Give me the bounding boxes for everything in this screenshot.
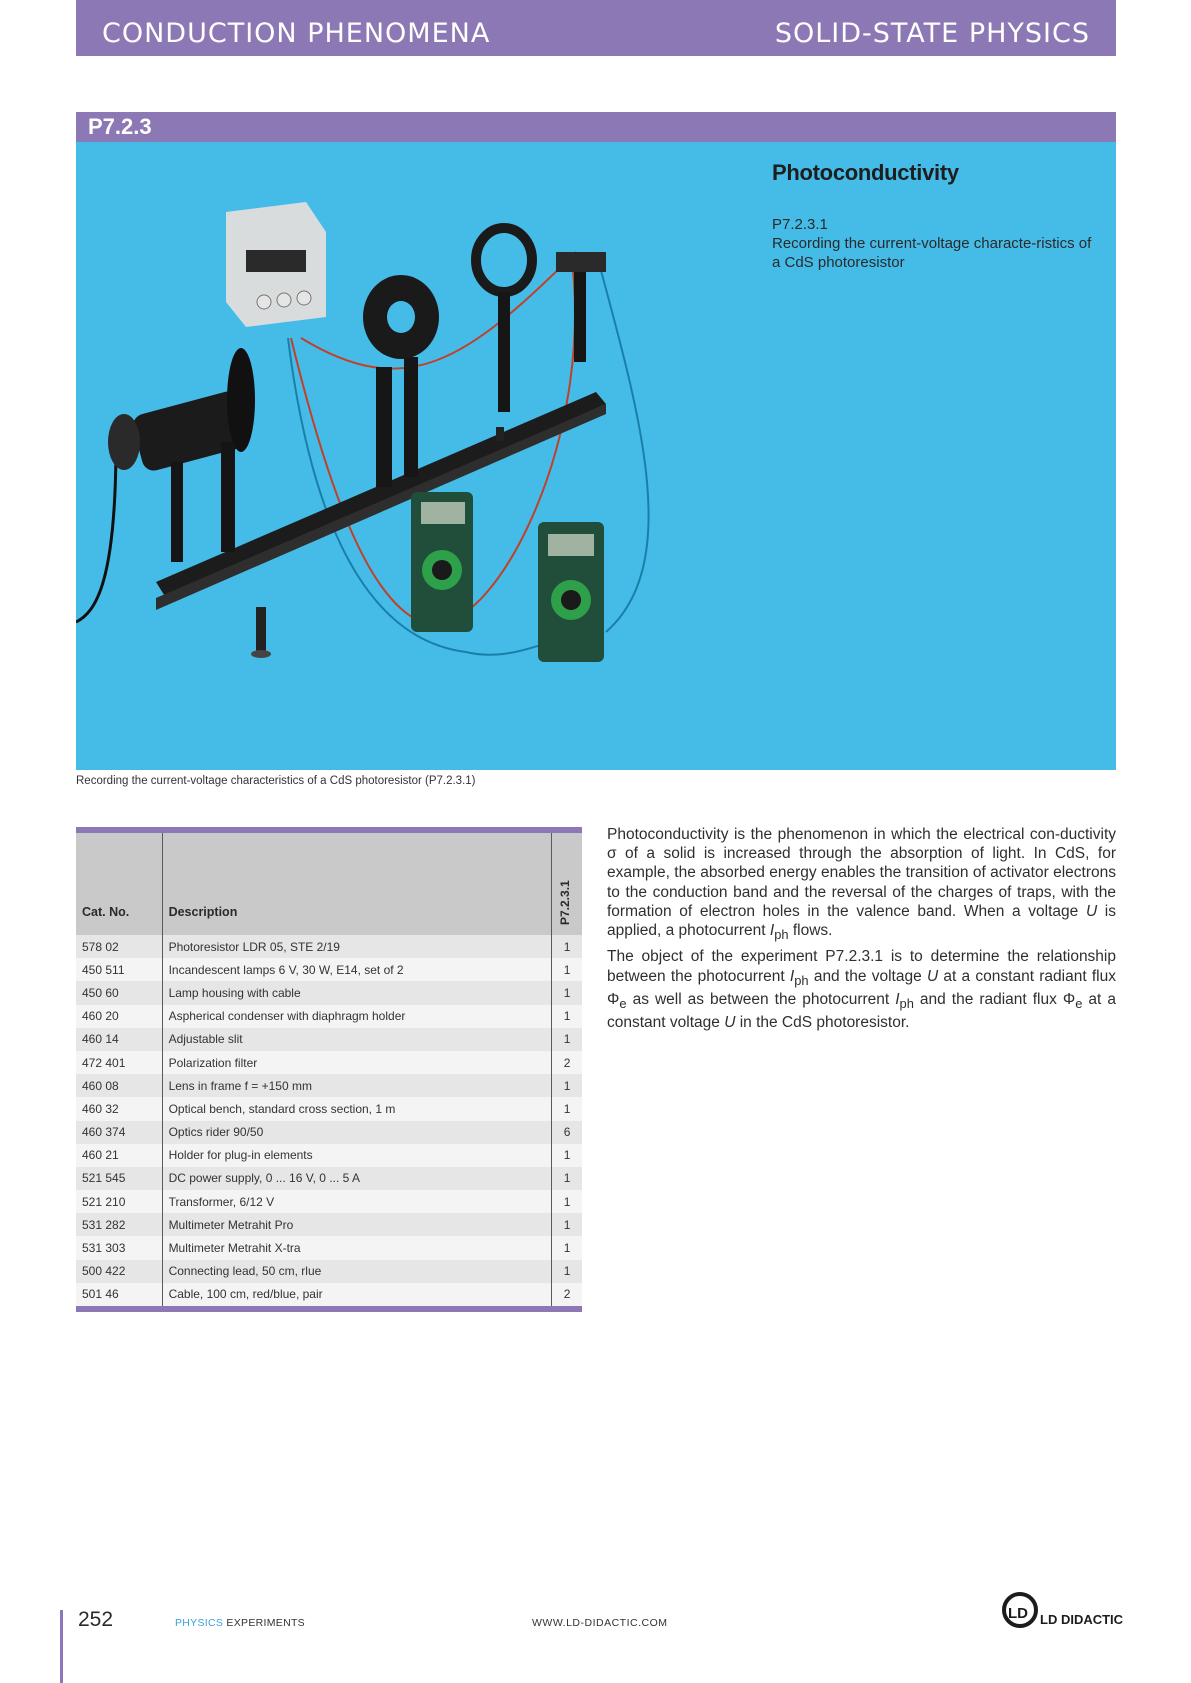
body-paragraph-2: The object of the experiment P7.2.3.1 is to determine the relationship between the photocurrent $I_{ph}$ and the voltage U at a constant radiant flux $\Phi_e$ as well as between the photocurrent $I_{ph}$ and the radiant flux $\Phi_e$ at a constant voltage U in the CdS photoresistor.	[607, 948, 1116, 1032]
cell-description: Connecting lead, 50 cm, rlue	[162, 1260, 552, 1283]
footer-series-accent: PHYSICS	[175, 1617, 224, 1629]
cell-quantity: 1	[552, 1005, 582, 1028]
cell-description: Holder for plug-in elements	[162, 1144, 552, 1167]
cell-quantity: 2	[552, 1283, 582, 1306]
table-row	[76, 1144, 582, 1167]
header-description: Description	[162, 833, 552, 935]
cell-description: Optical bench, standard cross section, 1 m	[162, 1097, 552, 1120]
table-row	[76, 1074, 582, 1097]
section-bar	[76, 112, 1116, 142]
header-qty-label: P7.2.3.1	[558, 880, 573, 925]
cell-quantity: 1	[552, 1167, 582, 1190]
table-header-row	[76, 833, 582, 935]
footer-series-rest: EXPERIMENTS	[223, 1617, 305, 1629]
table-row	[76, 1051, 582, 1074]
cell-quantity: 1	[552, 1074, 582, 1097]
cell-description: Incandescent lamps 6 V, 30 W, E14, set of 2	[162, 958, 552, 981]
header-cat-no: Cat. No.	[76, 833, 162, 935]
experiment-title: Photoconductivity	[772, 160, 959, 185]
header-experiment-qty	[552, 833, 582, 935]
cell-cat-no: 500 422	[76, 1260, 162, 1283]
cell-cat-no: 531 282	[76, 1213, 162, 1236]
cell-quantity: 1	[552, 1190, 582, 1213]
logo-mark: LD	[1008, 1605, 1028, 1622]
experiment-description: Recording the current-voltage characte-ristics of a CdS photoresistor	[772, 235, 1092, 271]
table-row	[76, 1213, 582, 1236]
footer-rule	[60, 1610, 63, 1683]
footer-series	[175, 1617, 305, 1629]
cell-quantity: 1	[552, 1213, 582, 1236]
table-row	[76, 1236, 582, 1259]
cell-quantity: 1	[552, 1260, 582, 1283]
cell-cat-no: 531 303	[76, 1236, 162, 1259]
body-paragraph-1: Photoconductivity is the phenomenon in which the electrical con-ductivity σ of a solid is increased through the absorption of light. In CdS, for example, the absorbed energy enables the transition of activator electrons to the conduction band and the reversal of the charges of traps, with the formation of electron holes in the valence band. When a voltage U is applied, a photocurrent $I_{ph}$ flows.	[607, 826, 1116, 943]
table-row	[76, 1260, 582, 1283]
cell-cat-no: 460 21	[76, 1144, 162, 1167]
cell-cat-no: 460 32	[76, 1097, 162, 1120]
header-band	[76, 0, 1116, 56]
cell-cat-no: 460 14	[76, 1028, 162, 1051]
cell-cat-no: 501 46	[76, 1283, 162, 1306]
table-row	[76, 1005, 582, 1028]
experiment-photo-panel	[76, 142, 1116, 770]
cell-cat-no: 521 545	[76, 1167, 162, 1190]
footer-website-link[interactable]: WWW.LD-DIDACTIC.COM	[532, 1617, 668, 1629]
cell-description: Multimeter Metrahit X-tra	[162, 1236, 552, 1259]
cell-quantity: 1	[552, 1144, 582, 1167]
table-row	[76, 1097, 582, 1120]
cell-cat-no: 460 08	[76, 1074, 162, 1097]
cell-cat-no: 521 210	[76, 1190, 162, 1213]
page-number: 252	[78, 1608, 114, 1631]
table-body	[76, 935, 582, 1306]
cell-description: Aspherical condenser with diaphragm holder	[162, 1005, 552, 1028]
header-subject-title: SOLID-STATE PHYSICS	[774, 18, 1090, 49]
photo-caption: Recording the current-voltage characteristics of a CdS photoresistor (P7.2.3.1)	[76, 775, 476, 787]
cell-description: Cable, 100 cm, red/blue, pair	[162, 1283, 552, 1306]
cell-quantity: 1	[552, 1236, 582, 1259]
cell-cat-no: 472 401	[76, 1051, 162, 1074]
cell-cat-no: 450 60	[76, 981, 162, 1004]
cell-description: Transformer, 6/12 V	[162, 1190, 552, 1213]
cell-cat-no: 460 20	[76, 1005, 162, 1028]
cell-cat-no: 578 02	[76, 935, 162, 958]
cell-description: Multimeter Metrahit Pro	[162, 1213, 552, 1236]
table-row	[76, 935, 582, 958]
cell-description: Optics rider 90/50	[162, 1121, 552, 1144]
cell-quantity: 1	[552, 981, 582, 1004]
table-row	[76, 1167, 582, 1190]
table-row	[76, 1190, 582, 1213]
cell-quantity: 6	[552, 1121, 582, 1144]
table-row	[76, 1283, 582, 1306]
header-chapter-title: CONDUCTION PHENOMENA	[102, 18, 491, 49]
cell-cat-no: 450 511	[76, 958, 162, 981]
cell-cat-no: 460 374	[76, 1121, 162, 1144]
equipment-table	[76, 827, 582, 1312]
cell-description: DC power supply, 0 ... 16 V, 0 ... 5 A	[162, 1167, 552, 1190]
section-code: P7.2.3	[88, 114, 152, 139]
cell-description: Lens in frame f = +150 mm	[162, 1074, 552, 1097]
logo-text: LD DIDACTIC	[1040, 1612, 1124, 1627]
table-row	[76, 981, 582, 1004]
cell-description: Adjustable slit	[162, 1028, 552, 1051]
cell-quantity: 2	[552, 1051, 582, 1074]
cell-quantity: 1	[552, 935, 582, 958]
cell-description: Photoresistor LDR 05, STE 2/19	[162, 935, 552, 958]
equipment-list	[76, 833, 582, 1306]
cell-description: Lamp housing with cable	[162, 981, 552, 1004]
cell-quantity: 1	[552, 958, 582, 981]
table-bottom-rule	[76, 1306, 582, 1312]
apparatus-photo	[76, 142, 726, 770]
table-row	[76, 1121, 582, 1144]
cell-quantity: 1	[552, 1028, 582, 1051]
table-row	[76, 1028, 582, 1051]
cell-quantity: 1	[552, 1097, 582, 1120]
cell-description: Polarization filter	[162, 1051, 552, 1074]
table-row	[76, 958, 582, 981]
experiment-number: P7.2.3.1	[772, 216, 828, 233]
body-text	[607, 825, 1116, 1035]
